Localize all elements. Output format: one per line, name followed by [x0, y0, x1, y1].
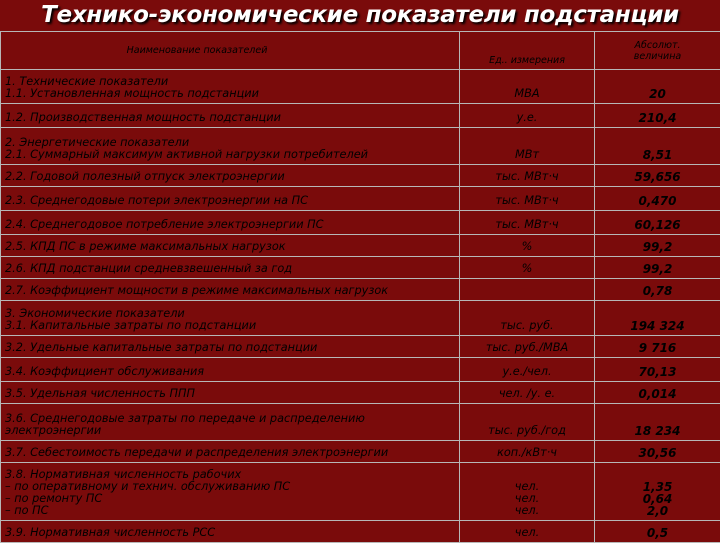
value-cell [595, 104, 720, 128]
indicator-name-cell [1, 336, 460, 358]
unit-line: чел. /у. е. [464, 388, 590, 400]
value-line: 60,126 [599, 219, 716, 231]
indicator-name-cell [1, 301, 460, 336]
indicator-name-cell [1, 165, 460, 187]
indicator-name-cell [1, 257, 460, 279]
value-line: 1,35 [599, 481, 716, 493]
table-row [1, 404, 720, 441]
indicator-name-line: 1.2. Производственная мощность подстанции [5, 112, 455, 124]
table-row [1, 257, 720, 279]
value-cell [595, 441, 720, 463]
indicator-name-cell [1, 70, 460, 104]
value-cell [595, 463, 720, 521]
indicator-name-line: 3.9. Нормативная численность РСС [5, 527, 455, 539]
indicator-name-line: 2.5. КПД ПС в режиме максимальных нагрузок [5, 241, 455, 253]
unit-line: чел. [464, 481, 590, 493]
value-line: 20 [599, 88, 716, 100]
indicator-name-line: 3.5. Удельная численность ППП [5, 388, 455, 400]
value-line: 18 234 [599, 425, 716, 437]
unit-line: % [464, 241, 590, 253]
unit-line: тыс. МВт·ч [464, 171, 590, 183]
unit-cell [460, 165, 595, 187]
indicator-name-line: 2. Энергетические показатели [5, 137, 455, 149]
unit-cell [460, 441, 595, 463]
unit-cell [460, 336, 595, 358]
value-cell [595, 165, 720, 187]
value-line: 99,2 [599, 263, 716, 275]
table-row [1, 301, 720, 336]
indicator-name-line: 2.6. КПД подстанции средневзвешенный за год [5, 263, 455, 275]
unit-cell [460, 70, 595, 104]
table-row [1, 441, 720, 463]
value-line: 99,2 [599, 241, 716, 253]
table-row [1, 70, 720, 104]
value-line: 194 324 [599, 320, 716, 332]
value-line: 0,014 [599, 388, 716, 400]
value-line: 2,0 [599, 505, 716, 517]
indicator-name-line: 3.8. Нормативная численность рабочих [5, 469, 455, 481]
unit-cell [460, 257, 595, 279]
table-row [1, 165, 720, 187]
unit-line: у.е./чел. [464, 366, 590, 378]
table-row [1, 521, 720, 543]
column-header-value-line: величина [599, 51, 716, 62]
value-cell [595, 404, 720, 441]
table-row [1, 187, 720, 211]
indicator-name-line: 2.4. Среднегодовое потребление электроэнергии ПС [5, 219, 455, 231]
value-line: 0,78 [599, 285, 716, 297]
unit-line: МВт [464, 149, 590, 161]
unit-cell [460, 301, 595, 336]
unit-cell [460, 521, 595, 543]
unit-line: тыс. МВт·ч [464, 195, 590, 207]
table-row [1, 336, 720, 358]
value-cell [595, 70, 720, 104]
unit-cell [460, 211, 595, 235]
indicator-name-cell [1, 235, 460, 257]
unit-cell [460, 404, 595, 441]
value-cell [595, 521, 720, 543]
indicator-name-line: 3.4. Коэффициент обслуживания [5, 366, 455, 378]
value-line: 9 716 [599, 342, 716, 354]
unit-cell [460, 128, 595, 165]
page-title: Технико-экономические показатели подстанции [0, 0, 720, 30]
indicator-name-line: 1.1. Установленная мощность подстанции [5, 88, 455, 100]
table-header-row [1, 32, 720, 70]
table-row [1, 211, 720, 235]
indicator-name-line: 3.2. Удельные капитальные затраты по подстанции [5, 342, 455, 354]
unit-cell [460, 279, 595, 301]
table-row [1, 382, 720, 404]
table-row [1, 128, 720, 165]
indicator-name-cell [1, 279, 460, 301]
unit-line: МВА [464, 88, 590, 100]
value-cell [595, 301, 720, 336]
value-line: 0,64 [599, 493, 716, 505]
value-line: 210,4 [599, 112, 716, 124]
unit-line: чел. [464, 505, 590, 517]
indicator-name-cell [1, 187, 460, 211]
indicator-name-line: 1. Технические показатели [5, 76, 455, 88]
indicator-name-cell [1, 128, 460, 165]
table-row [1, 463, 720, 521]
column-header-value [595, 32, 720, 70]
indicator-name-cell [1, 441, 460, 463]
indicator-name-line: – по ПС [5, 505, 455, 517]
unit-cell [460, 463, 595, 521]
indicator-name-line: 2.3. Среднегодовые потери электроэнергии на ПС [5, 195, 455, 207]
value-cell [595, 336, 720, 358]
unit-line: чел. [464, 527, 590, 539]
table-row [1, 235, 720, 257]
value-line: 0,5 [599, 527, 716, 539]
value-line: 70,13 [599, 366, 716, 378]
indicator-name-line: – по ремонту ПС [5, 493, 455, 505]
unit-line: чел. [464, 493, 590, 505]
value-cell [595, 279, 720, 301]
indicator-name-cell [1, 404, 460, 441]
indicator-name-line: 3.7. Себестоимость передачи и распределения электроэнергии [5, 447, 455, 459]
value-cell [595, 382, 720, 404]
indicator-name-cell [1, 463, 460, 521]
indicator-name-line: 3.1. Капитальные затраты по подстанции [5, 320, 455, 332]
unit-line: тыс. руб./год [464, 425, 590, 437]
column-header-unit: Ед.. измерения [460, 32, 595, 70]
indicator-name-line: – по оперативному и технич. обслуживанию ПС [5, 481, 455, 493]
unit-cell [460, 187, 595, 211]
table-row [1, 104, 720, 128]
indicator-name-cell [1, 104, 460, 128]
value-line: 0,470 [599, 195, 716, 207]
value-cell [595, 128, 720, 165]
table-row [1, 279, 720, 301]
unit-line: тыс. МВт·ч [464, 219, 590, 231]
indicator-name-cell [1, 358, 460, 382]
value-line: 30,56 [599, 447, 716, 459]
indicator-name-line: 2.2. Годовой полезный отпуск электроэнергии [5, 171, 455, 183]
unit-cell [460, 358, 595, 382]
indicator-name-cell [1, 521, 460, 543]
value-cell [595, 187, 720, 211]
unit-line: тыс. руб./МВА [464, 342, 590, 354]
table-row [1, 358, 720, 382]
indicator-name-line: 2.7. Коэффициент мощности в режиме максимальных нагрузок [5, 285, 455, 297]
indicator-name-cell [1, 382, 460, 404]
unit-cell [460, 104, 595, 128]
unit-line: у.е. [464, 112, 590, 124]
indicator-name-line: 3.6. Среднегодовые затраты по передаче и распределению [5, 413, 455, 425]
column-header-name: Наименование показателей [1, 32, 460, 70]
value-cell [595, 235, 720, 257]
unit-line: коп./кВт·ч [464, 447, 590, 459]
value-line: 59,656 [599, 171, 716, 183]
unit-line: % [464, 263, 590, 275]
indicators-table [0, 31, 720, 543]
unit-cell [460, 235, 595, 257]
unit-cell [460, 382, 595, 404]
value-cell [595, 211, 720, 235]
indicator-name-line: электроэнергии [5, 425, 455, 437]
value-cell [595, 358, 720, 382]
unit-line: тыс. руб. [464, 320, 590, 332]
column-header-value-line: Абсолют. [599, 40, 716, 51]
value-line: 8,51 [599, 149, 716, 161]
value-cell [595, 257, 720, 279]
indicator-name-line: 3. Экономические показатели [5, 308, 455, 320]
indicator-name-cell [1, 211, 460, 235]
indicator-name-line: 2.1. Суммарный максимум активной нагрузки потребителей [5, 149, 455, 161]
